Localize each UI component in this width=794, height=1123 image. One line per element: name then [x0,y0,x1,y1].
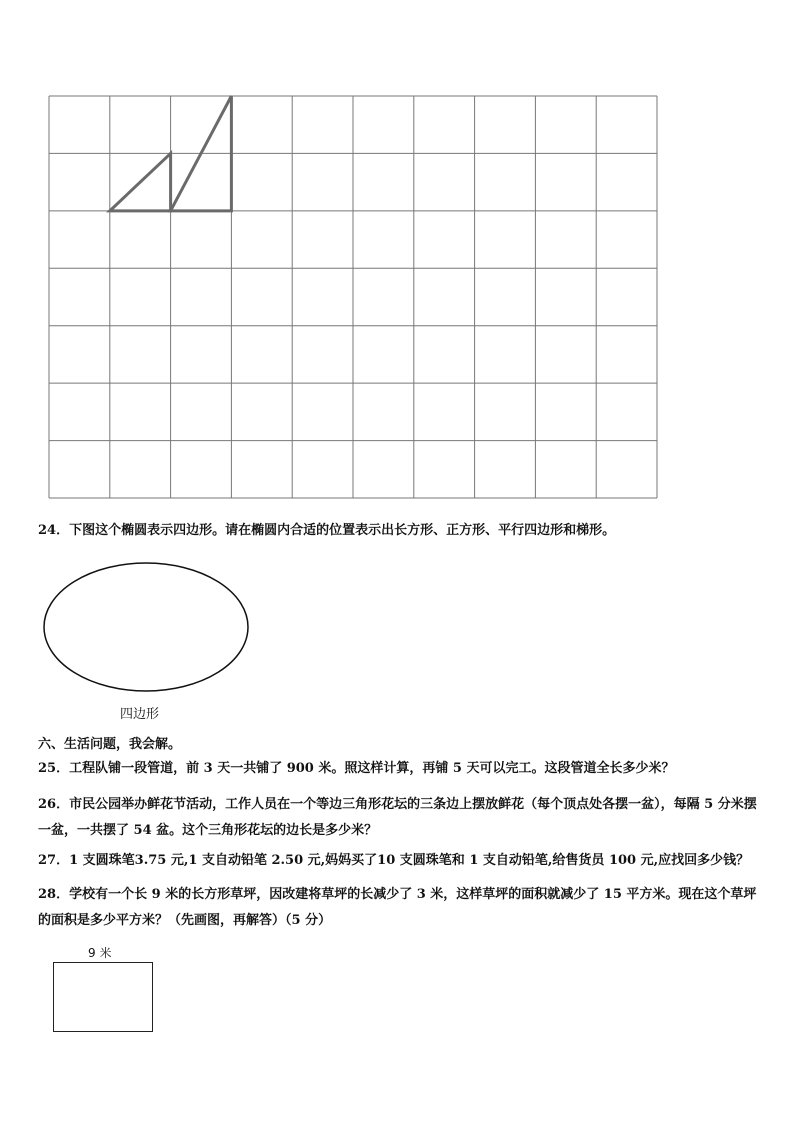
square-grid [47,88,659,502]
ellipse-shape [44,563,248,691]
ellipse-label: 四边形 [120,707,160,722]
quadrilateral-ellipse [42,560,252,694]
question-28: 28．学校有一个长 9 米的长方形草坪，因改建将草坪的长减少了 3 米，这样草坪的面积就减少了 15 平方米。现在这个草坪的面积是多少平方米？（先画图，再解答）（5 分） [38,887,757,928]
question-26: 26．市民公园举办鲜花节活动，工作人员在一个等边三角形花坛的三条边上摆放鲜花（每个顶点处各摆一盆），每隔 5 分米摆一盆，一共摆了 54 盆。这个三角形花坛的边长是多少米？ [38,797,757,838]
small-triangle [110,153,171,210]
section-six-title: 六、生活问题，我会解。 [38,737,182,752]
grid-svg [47,88,659,502]
rect-length-label: 9 米 [88,946,112,960]
question-27: 27．1 支圆珠笔3.75 元,1 支自动铅笔 2.50 元,妈妈买了10 支圆珠笔和 1 支自动铅笔,给售货员 100 元,应找回多少钱？ [38,853,750,868]
lawn-rectangle [53,962,153,1032]
question-25: 25．工程队铺一段管道，前 3 天一共铺了 900 米。照这样计算，再铺 5 天可以完工。这段管道全长多少米？ [38,761,675,776]
question-24: 24．下图这个椭圆表示四边形。请在椭圆内合适的位置表示出长方形、正方形、平行四边形和梯形。 [38,523,616,538]
